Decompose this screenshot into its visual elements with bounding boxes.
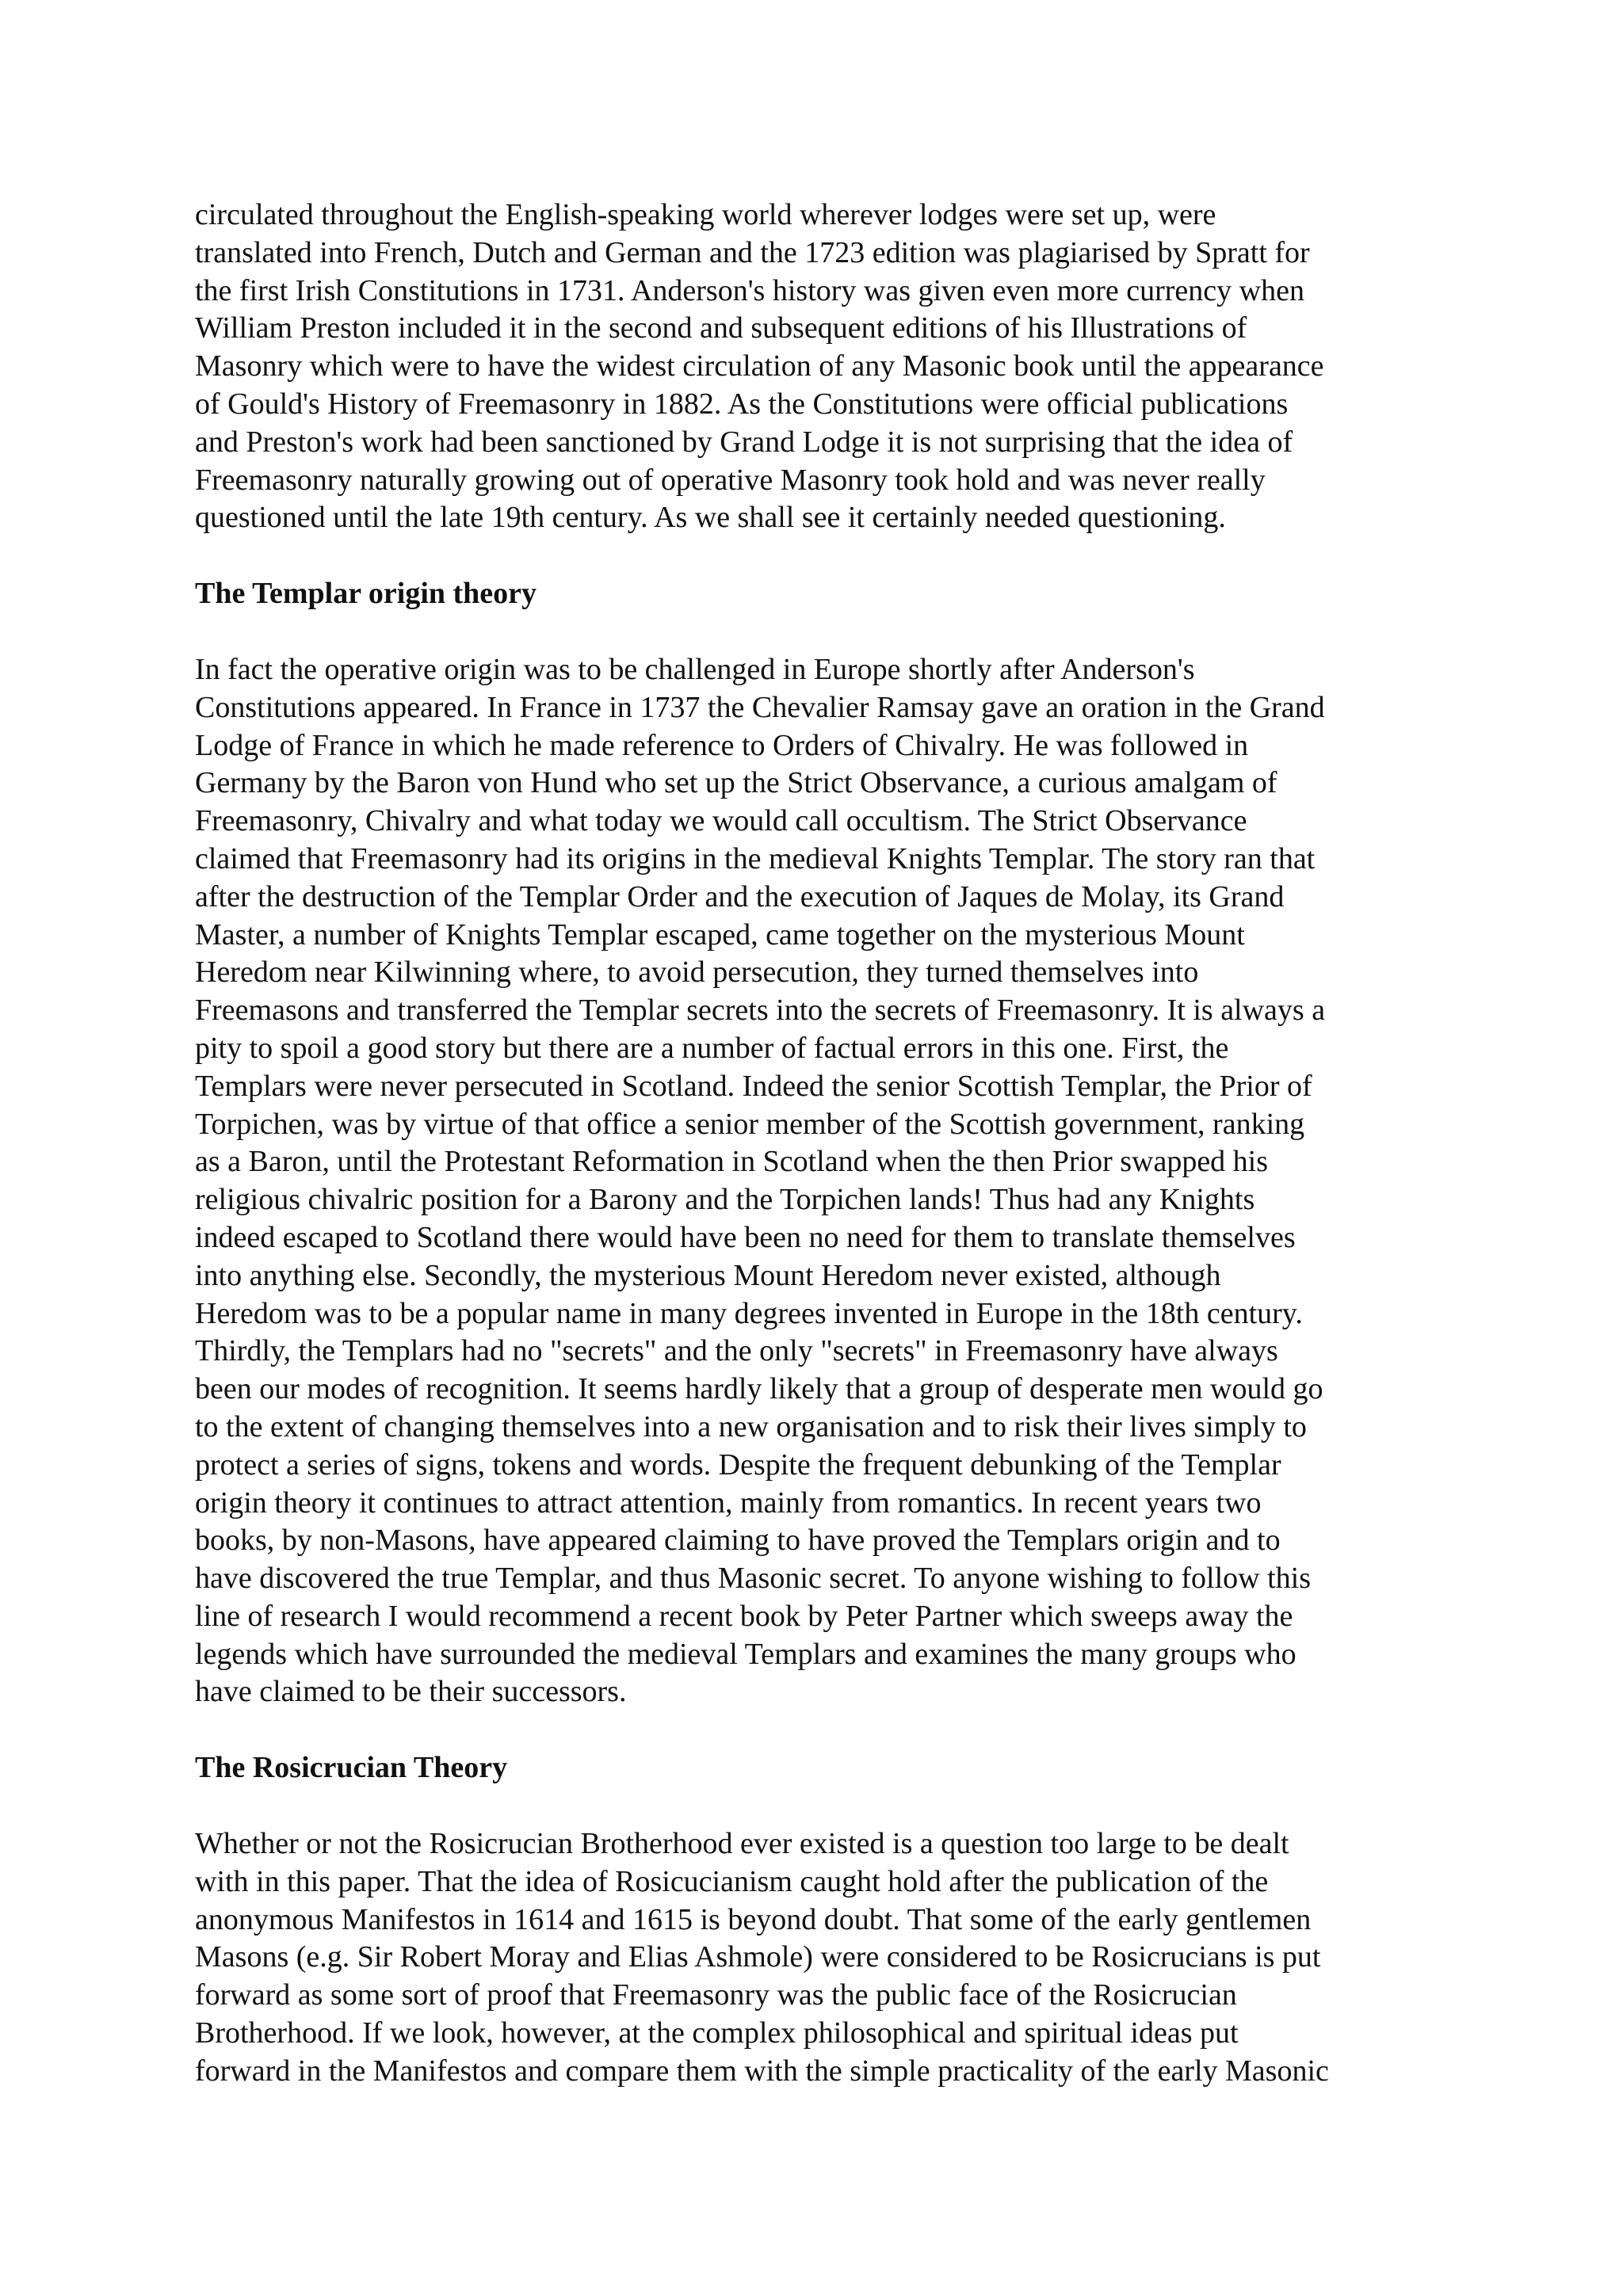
section-heading-templar: The Templar origin theory: [195, 577, 537, 611]
text-line: William Preston included it in the second and subsequent editions of his Illustrations of: [195, 311, 1247, 345]
text-line: claimed that Freemasonry had its origins in the medieval Knights Templar. The story ran that: [195, 841, 1316, 875]
text-line: books, by non-Masons, have appeared claiming to have proved the Templars origin and to: [195, 1524, 1281, 1558]
text-line: Masons (e.g. Sir Robert Moray and Elias Ashmole) were considered to be Rosicrucians is put: [195, 1940, 1321, 1974]
text-line: into anything else. Secondly, the mysterious Mount Heredom never existed, although: [195, 1258, 1221, 1292]
text-line: line of research I would recommend a recent book by Peter Partner which sweeps away the: [195, 1599, 1293, 1633]
text-line: Freemasonry, Chivalry and what today we would call occultism. The Strict Observance: [195, 804, 1247, 838]
text-line: indeed escaped to Scotland there would have been no need for them to translate themselves: [195, 1220, 1296, 1254]
text-line: forward as some sort of proof that Freemasonry was the public face of the Rosicrucian: [195, 1978, 1237, 2012]
text-line: Master, a number of Knights Templar escaped, came together on the mysterious Mount: [195, 917, 1245, 952]
text-line: legends which have surrounded the medieval Templars and examines the many groups who: [195, 1637, 1296, 1671]
paragraph-intro: [195, 196, 1447, 537]
text-line: have claimed to be their successors.: [195, 1675, 627, 1709]
text-line: Torpichen, was by virtue of that office a senior member of the Scottish government, ranking: [195, 1107, 1305, 1141]
paragraph-templar: [195, 651, 1447, 1711]
text-line: and Preston's work had been sanctioned by Grand Lodge it is not surprising that the idea of: [195, 425, 1293, 459]
text-line: Templars were never persecuted in Scotland. Indeed the senior Scottish Templar, the Prior of: [195, 1069, 1312, 1103]
text-line: anonymous Manifestos in 1614 and 1615 is beyond doubt. That some of the early gentlemen: [195, 1902, 1312, 1936]
text-line: Freemasonry naturally growing out of operative Masonry took hold and was never really: [195, 463, 1266, 497]
section-heading-rosicrucian: The Rosicrucian Theory: [195, 1751, 508, 1785]
text-line: Lodge of France in which he made reference to Orders of Chivalry. He was followed in: [195, 728, 1249, 762]
text-line: origin theory it continues to attract attention, mainly from romantics. In recent years two: [195, 1486, 1262, 1520]
text-line: Thirdly, the Templars had no "secrets" and the only "secrets" in Freemasonry have always: [195, 1334, 1278, 1368]
text-line: with in this paper. That the idea of Rosicucianism caught hold after the publication of the: [195, 1864, 1269, 1898]
text-line: have discovered the true Templar, and thus Masonic secret. To anyone wishing to follow this: [195, 1562, 1311, 1596]
text-line: In fact the operative origin was to be challenged in Europe shortly after Anderson's: [195, 652, 1195, 686]
text-line: Constitutions appeared. In France in 1737 the Chevalier Ramsay gave an oration in the Grand: [195, 690, 1325, 724]
text-line: of Gould's History of Freemasonry in 1882. As the Constitutions were official publications: [195, 387, 1289, 421]
text-line: circulated throughout the English-speaking world wherever lodges were set up, were: [195, 198, 1216, 231]
text-line: Brotherhood. If we look, however, at the complex philosophical and spiritual ideas put: [195, 2016, 1239, 2050]
paragraph-rosicrucian: [195, 1825, 1447, 2091]
text-line: pity to spoil a good story but there are a number of factual errors in this one. First, the: [195, 1031, 1229, 1065]
text-line: the first Irish Constitutions in 1731. Anderson's history was given even more currency when: [195, 273, 1304, 307]
text-line: Masonry which were to have the widest circulation of any Masonic book until the appearance: [195, 349, 1324, 383]
text-line: been our modes of recognition. It seems hardly likely that a group of desperate men would go: [195, 1372, 1323, 1406]
text-line: as a Baron, until the Protestant Reformation in Scotland when the then Prior swapped his: [195, 1145, 1269, 1179]
text-line: forward in the Manifestos and compare them with the simple practicality of the early Masonic: [195, 2054, 1329, 2088]
text-line: Heredom was to be a popular name in many degrees invented in Europe in the 18th century.: [195, 1296, 1303, 1330]
text-line: Heredom near Kilwinning where, to avoid persecution, they turned themselves into: [195, 955, 1199, 990]
text-line: translated into French, Dutch and German and the 1723 edition was plagiarised by Spratt for: [195, 235, 1310, 269]
text-line: protect a series of signs, tokens and words. Despite the frequent debunking of the Templar: [195, 1447, 1281, 1482]
document-page: [195, 196, 1447, 2091]
text-line: after the destruction of the Templar Order and the execution of Jaques de Molay, its Grand: [195, 879, 1285, 913]
text-line: questioned until the late 19th century. As we shall see it certainly needed questioning.: [195, 501, 1226, 535]
text-line: Germany by the Baron von Hund who set up the Strict Observance, a curious amalgam of: [195, 766, 1277, 800]
text-line: to the extent of changing themselves into a new organisation and to risk their lives simply to: [195, 1409, 1307, 1444]
text-line: Whether or not the Rosicrucian Brotherhood ever existed is a question too large to be dealt: [195, 1827, 1289, 1861]
text-line: Freemasons and transferred the Templar secrets into the secrets of Freemasonry. It is always a: [195, 994, 1326, 1028]
text-line: religious chivalric position for a Barony and the Torpichen lands! Thus had any Knights: [195, 1183, 1255, 1217]
